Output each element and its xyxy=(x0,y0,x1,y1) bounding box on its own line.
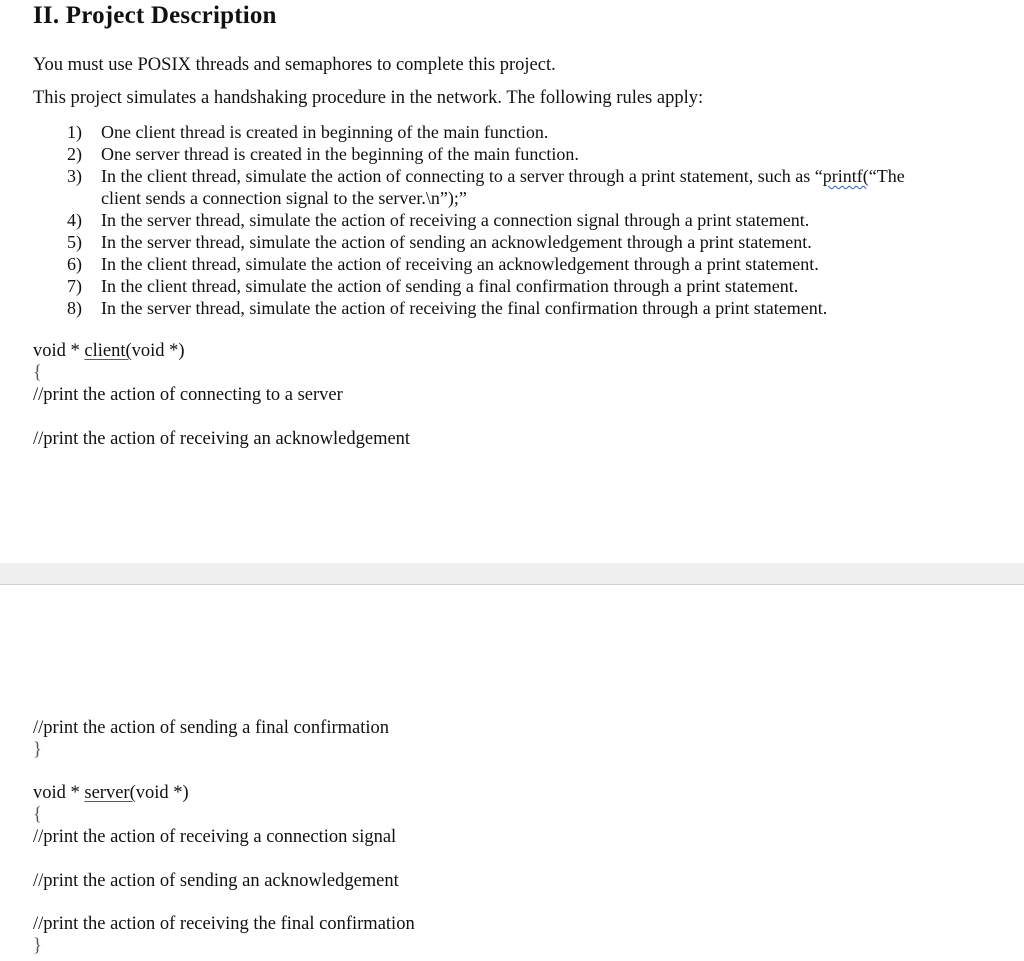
rule-text-part: “The xyxy=(868,166,905,186)
rule-text: In the server thread, simulate the action of receiving a connection signal through a print statement. xyxy=(101,210,810,230)
rule-text: In the client thread, simulate the action of receiving an acknowledgement through a print statement. xyxy=(101,254,819,274)
rule-text-continuation: client sends a connection signal to the server.\n”);” xyxy=(101,188,467,208)
code-comment: //print the action of connecting to a server xyxy=(33,385,343,405)
intro-paragraph-1: You must use POSIX threads and semaphores to complete this project. xyxy=(33,55,556,75)
open-brace: { xyxy=(33,805,42,825)
open-brace: { xyxy=(33,363,42,383)
rule-text-part: In the client thread, simulate the action of connecting to a server through a print statement, such as “ xyxy=(101,166,823,186)
rule-number: 3) xyxy=(67,166,82,186)
spellcheck-word: printf( xyxy=(822,166,869,186)
rule-text: In the server thread, simulate the action of sending an acknowledgement through a print statement. xyxy=(101,232,812,252)
client-signature xyxy=(33,341,185,362)
code-comment: //print the action of receiving the final confirmation xyxy=(33,914,415,934)
rule-number: 5) xyxy=(67,232,82,252)
rule-number: 6) xyxy=(67,254,82,274)
code-comment: //print the action of receiving a connection signal xyxy=(33,827,397,847)
code-text: void * xyxy=(33,341,85,361)
code-text: void *) xyxy=(131,341,185,361)
code-comment: //print the action of receiving an acknowledgement xyxy=(33,429,411,449)
close-brace: } xyxy=(33,936,42,956)
function-name: client( xyxy=(84,341,132,361)
rule-number: 2) xyxy=(67,144,82,164)
rule-text: In the client thread, simulate the action of sending a final confirmation through a print statement. xyxy=(101,276,799,296)
function-name: server( xyxy=(84,783,136,803)
rule-number: 1) xyxy=(67,122,82,142)
rule-text: One client thread is created in beginning of the main function. xyxy=(101,122,549,142)
code-comment: //print the action of sending an acknowledgement xyxy=(33,871,399,891)
rule-number: 7) xyxy=(67,276,82,296)
code-comment: //print the action of sending a final confirmation xyxy=(33,718,390,738)
close-brace: } xyxy=(33,740,42,760)
rule-text xyxy=(101,166,905,187)
page-break-divider xyxy=(0,563,1024,585)
rule-number: 4) xyxy=(67,210,82,230)
rule-text: In the server thread, simulate the action of receiving the final confirmation through a print statement. xyxy=(101,298,828,318)
code-text: void *) xyxy=(135,783,189,803)
server-signature xyxy=(33,783,189,804)
code-text: void * xyxy=(33,783,85,803)
rule-text: One server thread is created in the beginning of the main function. xyxy=(101,144,579,164)
section-heading: II. Project Description xyxy=(33,2,277,29)
rule-number: 8) xyxy=(67,298,82,318)
intro-paragraph-2: This project simulates a handshaking procedure in the network. The following rules apply: xyxy=(33,88,704,108)
